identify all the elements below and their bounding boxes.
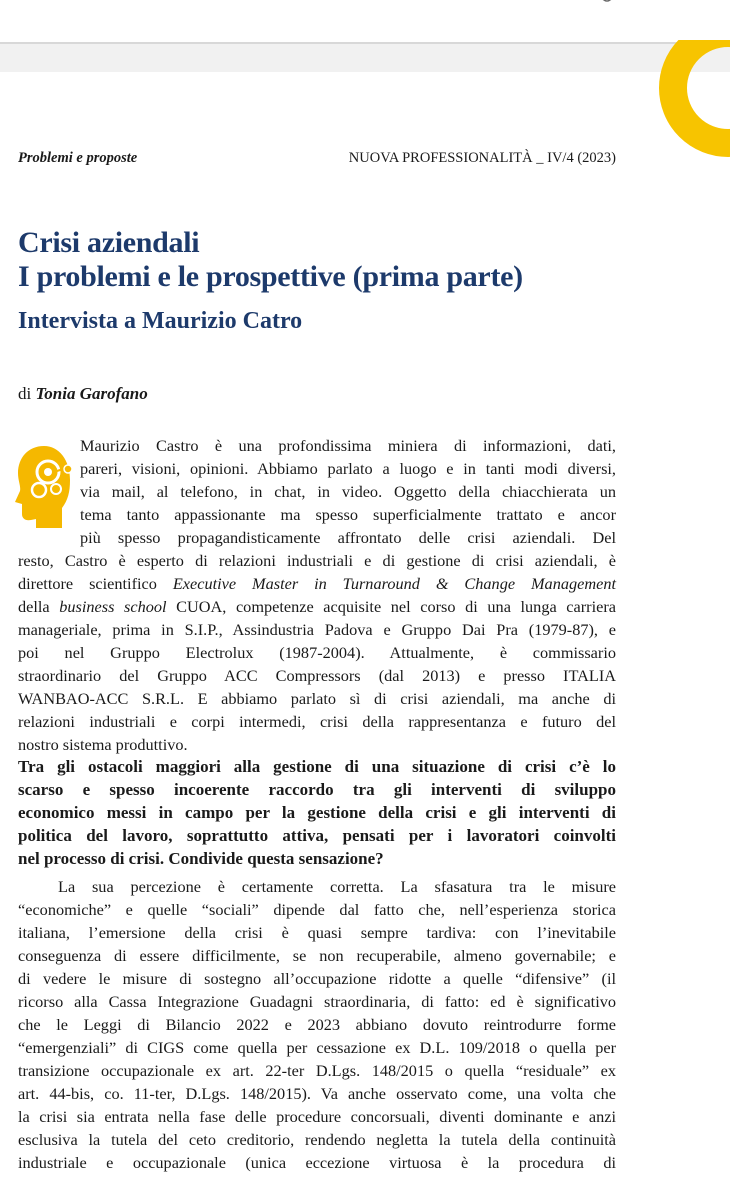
intro-line: pareri, visioni, opinioni. Abbiamo parlato a luogo e in tanti modi diversi, bbox=[80, 459, 616, 478]
question-line: nel processo di crisi. Condivide questa sensazione? bbox=[18, 849, 384, 868]
title-line-1: Crisi aziendali bbox=[18, 226, 200, 259]
answer-line: “emergenziali” di CIGS come quella per cessazione ex D.L. 109/2018 o quella per bbox=[18, 1038, 616, 1057]
answer-line: la crisi sia entrata nella fase delle procedure concorsuali, diventi dominante e anzi bbox=[18, 1107, 616, 1126]
intro-line: straordinario del Gruppo ACC Compressors (dal 2013) e presso ITALIA bbox=[18, 666, 616, 685]
article-subtitle: Intervista a Maurizio Catro bbox=[18, 308, 303, 334]
question-line: scarso e spesso incoerente raccordo tra gli interventi di sviluppo bbox=[18, 780, 616, 799]
article-title bbox=[18, 226, 638, 294]
top-strip bbox=[0, 0, 730, 44]
answer-line: La sua percezione è certamente corretta. La sfasatura tra le misure bbox=[58, 877, 616, 896]
intro-line: resto, Castro è esperto di relazioni industriali e di gestione di crisi aziendali, è bbox=[18, 551, 616, 570]
school-term: business school bbox=[59, 597, 167, 616]
intro-line: della business school CUOA, competenze acquisite nel corso di una lunga carriera bbox=[18, 597, 616, 616]
answer-line: italiana, l’emersione della crisi è quasi sempre tardiva: con l’inevitabile bbox=[18, 923, 616, 942]
question-line: politica del lavoro, soprattutto attiva, pensati per i lavoratori coinvolti bbox=[18, 826, 616, 845]
running-head bbox=[18, 150, 616, 170]
partial-glyph-icon bbox=[600, 0, 614, 4]
answer-line: art. 44-bis, co. 11-ter, D.Lgs. 148/2015). Va anche osservato come, una volta che bbox=[18, 1084, 616, 1103]
head-with-gears-icon bbox=[14, 442, 72, 528]
question-line: Tra gli ostacoli maggiori alla gestione di una situazione di crisi c’è lo bbox=[18, 757, 616, 776]
answer-line: di vedere le misure di sostegno all’occupazione ridotte a quelle “difensive” (il bbox=[18, 969, 616, 988]
intro-line: nostro sistema produttivo. bbox=[18, 735, 188, 754]
answer-line: che le Leggi di Bilancio 2022 e 2023 abbiano dovuto reintrodurre forme bbox=[18, 1015, 616, 1034]
decorative-arc-icon bbox=[640, 40, 730, 170]
answer-line: “economiche” e quelle “sociali” dipende dal fatto che, nell’esperienza storica bbox=[18, 900, 616, 919]
byline bbox=[18, 384, 148, 404]
intro-line: WANBAO-ACC S.R.L. E abbiamo parlato sì di crisi aziendali, ma anche di bbox=[18, 689, 616, 708]
intro-line: Maurizio Castro è una profondissima miniera di informazioni, dati, bbox=[80, 436, 616, 455]
author-name: Tonia Garofano bbox=[35, 384, 148, 403]
byline-prefix: di bbox=[18, 384, 32, 403]
answer-line: industriale e occupazionale (unica eccezione virtuosa è la procedura di bbox=[18, 1153, 616, 1172]
intro-line: tema tanto appassionante ma spesso superficialmente trattato e ancor bbox=[80, 505, 616, 524]
title-line-2: I problemi e le prospettive (prima parte) bbox=[18, 260, 523, 293]
intro-line: poi nel Gruppo Electrolux (1987-2004). Attualmente, è commissario bbox=[18, 643, 616, 662]
page-gap bbox=[0, 44, 730, 72]
answer-line: esclusiva la tutela del ceto creditorio, rendendo negletta la tutela della continuità bbox=[18, 1130, 616, 1149]
intro-line: relazioni industriali e corpi intermedi, crisi della rappresentanza e futuro del bbox=[18, 712, 616, 731]
answer-line: ricorso alla Cassa Integrazione Guadagni straordinaria, di fatto: ed è significativo bbox=[18, 992, 616, 1011]
question-line: economico messi in campo per la gestione della crisi e gli interventi di bbox=[18, 803, 616, 822]
journal-label: NUOVA PROFESSIONALITÀ _ IV/4 (2023) bbox=[348, 150, 616, 166]
program-name: Executive Master in Turnaround & Change Management bbox=[172, 574, 616, 593]
intro-line: più spesso propagandisticamente affrontato delle crisi aziendali. Del bbox=[80, 528, 616, 547]
intro-line: direttore scientifico Executive Master in Turnaround & Change Management bbox=[18, 574, 616, 593]
intro-line: manageriale, prima in S.I.P., Assindustria Padova e Gruppo Dai Pra (1979-87), e bbox=[18, 620, 616, 639]
answer-line: transizione occupazionale ex art. 22-ter D.Lgs. 148/2015 o quella “residuale” ex bbox=[18, 1061, 616, 1080]
section-label: Problemi e proposte bbox=[18, 150, 138, 166]
intro-line: via mail, al telefono, in chat, in video. Oggetto della chiacchierata un bbox=[80, 482, 616, 501]
answer-line: conseguenza di essere difficilmente, se non recuperabile, almeno governabile; e bbox=[18, 946, 616, 965]
